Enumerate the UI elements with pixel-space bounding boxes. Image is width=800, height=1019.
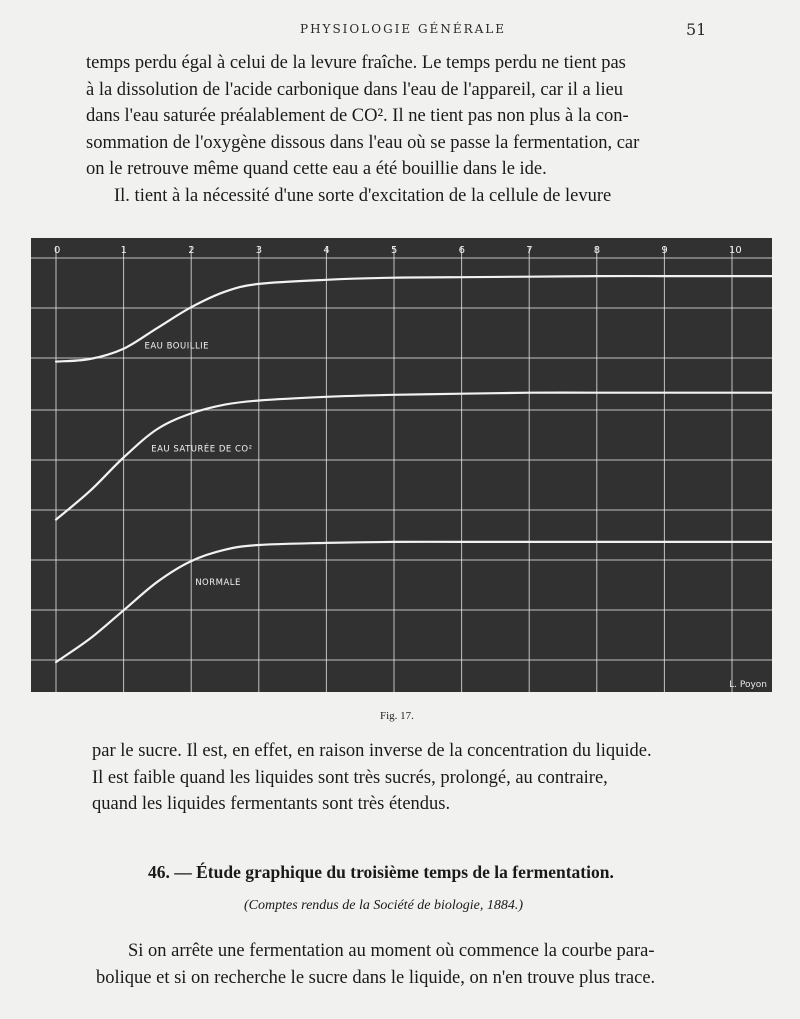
text-line: temps perdu égal à celui de la levure fraîche. Le temps perdu ne tient pas: [86, 53, 626, 73]
series-label: EAU SATURÉE DE CO²: [151, 444, 253, 455]
paragraph-top: [86, 50, 706, 209]
section-heading: 46. — Étude graphique du troisième temps de la fermentation.: [148, 862, 614, 882]
text-line: à la dissolution de l'acide carbonique dans l'eau de l'appareil, car il a lieu: [86, 79, 624, 100]
engraver-signature: L. Poyon: [729, 680, 767, 690]
x-tick-label: 2: [188, 245, 195, 256]
x-tick-label: 0: [54, 245, 61, 256]
running-title: PHYSIOLOGIE GÉNÉRALE: [300, 22, 507, 36]
figure-caption: Fig. 17.: [380, 710, 414, 722]
text-line: dans l'eau saturée préalablement de CO². Il ne tient pas non plus à la con-: [86, 106, 629, 126]
x-tick-label: 9: [661, 245, 668, 256]
running-head: [0, 22, 800, 42]
x-tick-label: 5: [391, 245, 398, 256]
x-tick-label: 6: [458, 245, 465, 256]
chart-grid: [31, 246, 772, 692]
page-number: 51: [686, 20, 707, 39]
text-line: bolique et si on recherche le sucre dans le liquide, on n'en trouve plus trace.: [96, 967, 656, 988]
text-line: quand les liquides fermentants sont très étendus.: [92, 794, 451, 814]
x-tick-labels: [54, 245, 742, 256]
x-tick-label: 1: [120, 245, 127, 256]
paragraph-middle: [92, 738, 712, 818]
text-line: sommation de l'oxygène dissous dans l'eau où se passe la fermentation, car: [86, 132, 640, 153]
text-line: par le sucre. Il est, en effet, en raison inverse de la concentration du liquide.: [92, 741, 652, 761]
text-line: Il est faible quand les liquides sont très sucrés, prolongé, au contraire,: [92, 767, 608, 788]
section-reference: (Comptes rendus de la Société de biologie, 1884.): [244, 898, 524, 913]
paragraph-bottom: [96, 938, 726, 991]
x-tick-label: 10: [729, 245, 742, 256]
text-line: Si on arrête une fermentation au moment où commence la courbe para-: [128, 941, 655, 961]
text-line: on le retrouve même quand cette eau a été bouillie dans le ide.: [86, 159, 547, 179]
series-label: NORMALE: [195, 578, 241, 589]
fermentation-figure: [31, 238, 772, 692]
series-label: EAU BOUILLIE: [144, 341, 210, 352]
fermentation-chart: [31, 238, 772, 692]
x-tick-label: 4: [323, 245, 330, 256]
x-tick-label: 8: [593, 245, 601, 256]
x-tick-label: 7: [526, 245, 533, 256]
x-tick-label: 3: [255, 245, 263, 256]
text-line: Il. tient à la nécessité d'une sorte d'excitation de la cellule de levure: [114, 185, 612, 206]
series-labels: [145, 341, 253, 588]
